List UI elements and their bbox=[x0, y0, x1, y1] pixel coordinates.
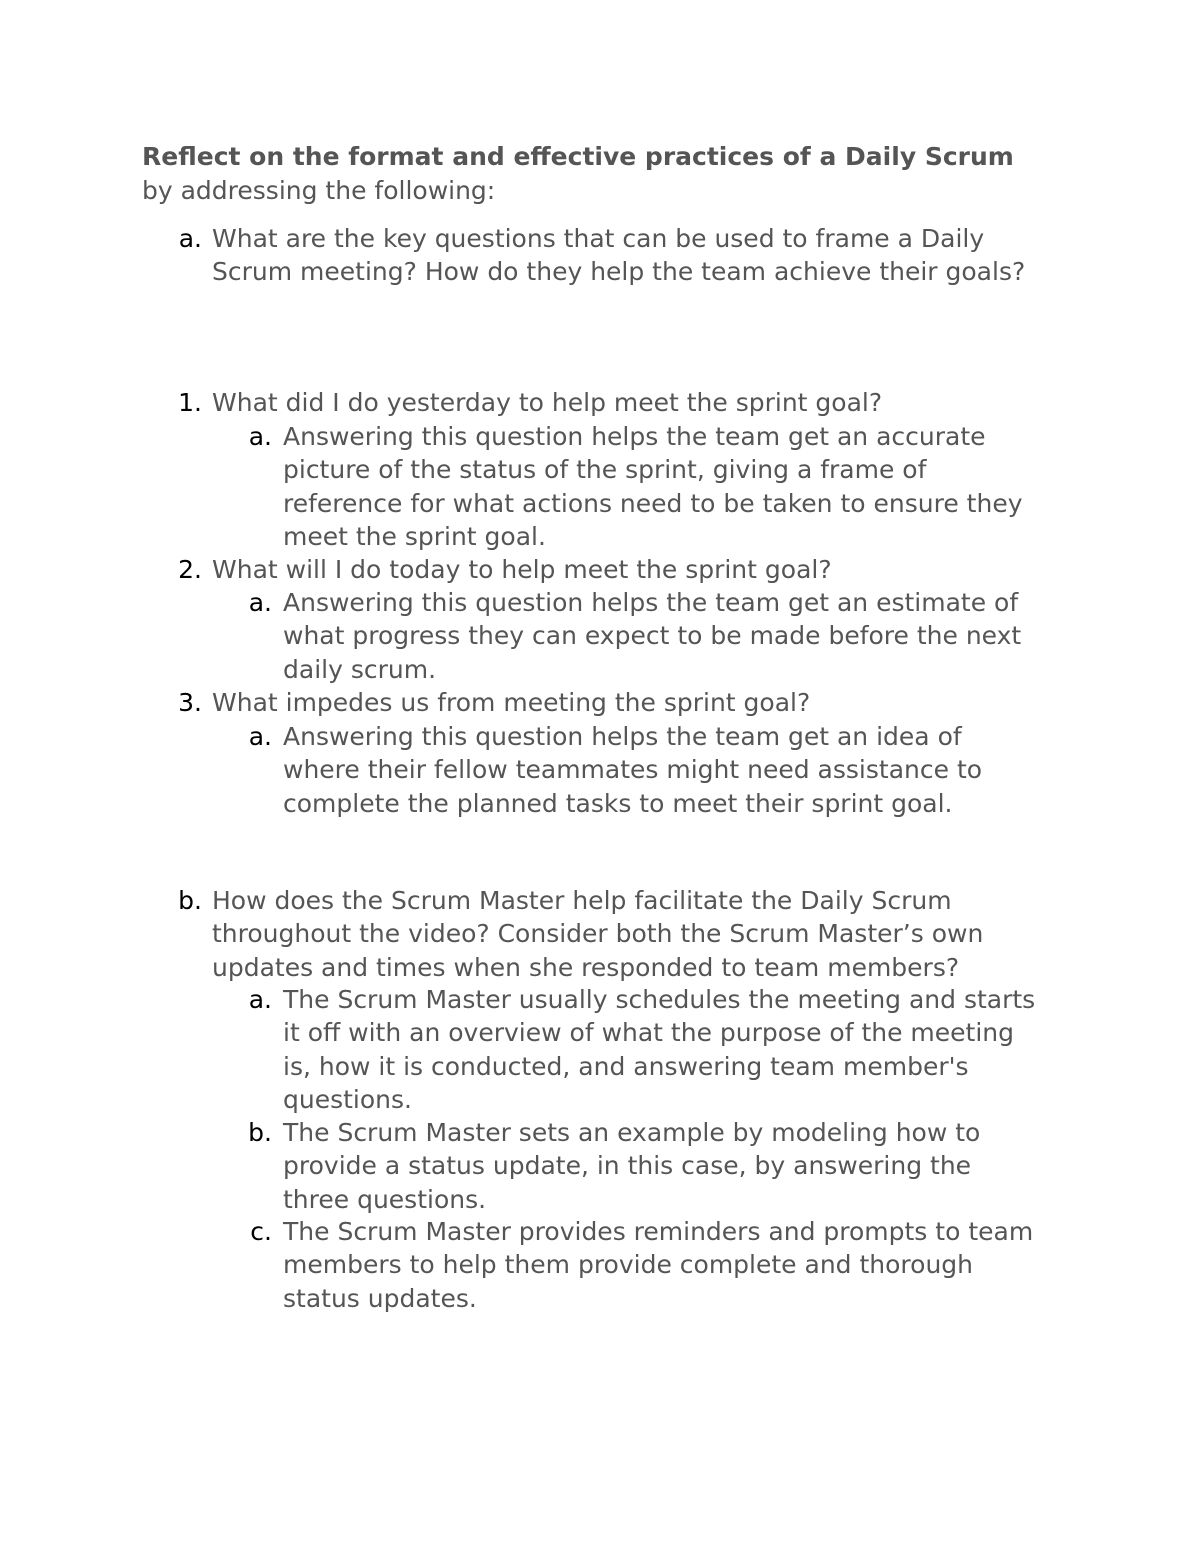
numbered-item-3-text: What impedes us from meeting the sprint goal? bbox=[212, 688, 811, 717]
intro-paragraph bbox=[142, 140, 1042, 208]
scrum-master-point-a-marker: a. bbox=[248, 985, 272, 1014]
scrum-master-point-c-text: The Scrum Master provides reminders and prompts to team members to help them provide complete and thorough status updates. bbox=[283, 1217, 1034, 1313]
question-b-marker: b. bbox=[178, 886, 202, 915]
question-b-text: How does the Scrum Master help facilitate the Daily Scrum throughout the video? Consider both the Scrum Master’s own updates and times when she responded to team members? bbox=[212, 886, 984, 982]
numbered-item-1-sub-marker: a. bbox=[248, 422, 272, 451]
numbered-item-2-marker: 2. bbox=[178, 555, 202, 584]
intro-bold-text: Reflect on the format and effective practices of a Daily Scrum bbox=[142, 142, 1014, 171]
scrum-master-point-b-text: The Scrum Master sets an example by modeling how to provide a status update, in this case, by answering the three questions. bbox=[283, 1118, 981, 1214]
numbered-item-3-sub-marker: a. bbox=[248, 722, 272, 751]
question-a-marker: a. bbox=[178, 224, 202, 253]
numbered-item-2-text: What will I do today to help meet the sprint goal? bbox=[212, 555, 832, 584]
numbered-item-2-sub-text: Answering this question helps the team get an estimate of what progress they can expect to be made before the next daily scrum. bbox=[283, 588, 1022, 684]
scrum-master-point-b-marker: b. bbox=[248, 1118, 272, 1147]
question-a-text: What are the key questions that can be used to frame a Daily Scrum meeting? How do they help the team achieve their goals? bbox=[212, 224, 1026, 287]
numbered-item-1-marker: 1. bbox=[178, 388, 202, 417]
scrum-master-point-a-text: The Scrum Master usually schedules the meeting and starts it off with an overview of what the purpose of the meeting is, how it is conducted, and answering team member's questions. bbox=[283, 985, 1036, 1115]
numbered-item-3-marker: 3. bbox=[178, 688, 202, 717]
intro-normal-text: by addressing the following: bbox=[142, 176, 496, 205]
numbered-item-2-sub-marker: a. bbox=[248, 588, 272, 617]
numbered-item-3-sub-text: Answering this question helps the team get an idea of where their fellow teammates might need assistance to complete the planned tasks to meet their sprint goal. bbox=[283, 722, 983, 818]
numbered-item-1-text: What did I do yesterday to help meet the sprint goal? bbox=[212, 388, 883, 417]
scrum-master-point-c-marker: c. bbox=[250, 1217, 272, 1246]
numbered-item-1-sub-text: Answering this question helps the team get an accurate picture of the status of the sprint, giving a frame of reference for what actions need to be taken to ensure they meet the sprint goal. bbox=[283, 422, 1023, 552]
